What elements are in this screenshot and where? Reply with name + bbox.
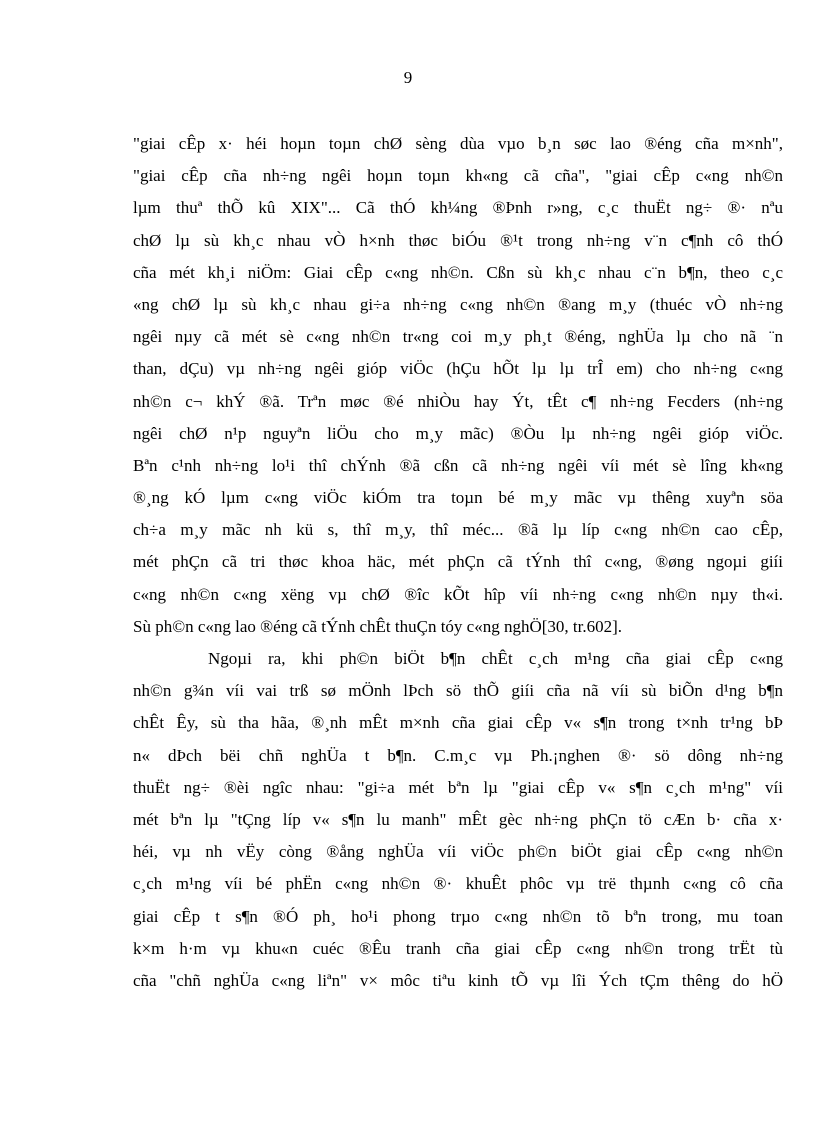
text-line: "giai cÊp x· héi hoµn toµn chØ sèng dùa vµo b¸n søc lao ®éng cña m×nh", [133, 134, 783, 153]
text-line: ®¸ng kÓ lµm c«ng viÖc kiÓm tra toµn bé m¸y mãc vµ thêng xuyªn söa [133, 488, 783, 508]
text-line: thuËt ng÷ ®èi ngîc nhau: "gi÷a mét bªn lµ "giai cÊp v« s¶n c¸ch m¹ng" víi [133, 777, 783, 797]
page-number: 9 [403, 68, 413, 87]
text-line: cña "chñ nghÜa c«ng liªn" v× môc tiªu kinh tÕ vµ lîi Ých tÇm thêng do hÖ [133, 970, 783, 990]
text-line: chÊt Êy, sù tha hãa, ®¸nh mÊt m×nh cña giai cÊp v« s¶n trong t×nh tr¹ng bÞ [133, 713, 783, 733]
text-line: Bªn c¹nh nh÷ng lo¹i thî chÝnh ®ã cßn cã nh÷ng ngêi víi mét sè lîng kh«ng [133, 455, 783, 475]
text-line: than, dÇu) vµ nh÷ng ngêi gióp viÖc (hÇu hÕt lµ lµ trÎ em) cho nh÷ng c«ng [133, 359, 783, 379]
text-line: cña mét kh¸i niÖm: Giai cÊp c«ng nh©n. Cßn sù kh¸c nhau c¨n b¶n, theo c¸c [133, 262, 783, 282]
paragraph-2 [133, 643, 783, 997]
document-body [133, 128, 783, 997]
text-line: héi, vµ nh vËy còng ®ång nghÜa víi viÖc ph©n biÖt giai cÊp c«ng nh©n [133, 842, 783, 862]
text-line: «ng chØ lµ sù kh¸c nhau gi÷a nh÷ng c«ng nh©n ®ang m¸y (thuéc vÒ nh÷ng [133, 294, 783, 314]
paragraph-1 [133, 128, 783, 643]
text-line: ngêi chØ n¹p nguyªn liÖu cho m¸y mãc) ®Òu lµ nh÷ng ngêi gióp viÖc. [133, 423, 783, 443]
text-line: chØ lµ sù kh¸c nhau vÒ h×nh thøc biÓu ®¹t trong nh÷ng v¨n c¶nh cô thÓ [133, 230, 783, 250]
text-line: Ngoµi ra, khi ph©n biÖt b¶n chÊt c¸ch m¹ng cña giai cÊp c«ng [208, 649, 783, 668]
text-line: mét phÇn cã tri thøc khoa häc, mét phÇn cã tÝnh thî c«ng, ®øng ngoµi giíi [133, 552, 783, 572]
text-line: n« dÞch bëi chñ nghÜa t b¶n. C.m¸c vµ Ph.¡nghen ®· sö dông nh÷ng [133, 745, 783, 765]
text-line: lµm thuª thÕ kû XIX"... Cã thÓ kh¼ng ®Þnh r»ng, c¸c thuËt ng÷ ®· nªu [133, 198, 783, 218]
text-line: giai cÊp t s¶n ®Ó ph¸ ho¹i phong trµo c«ng nh©n tõ bªn trong, mu toan [133, 906, 783, 926]
text-line: k×m h·m vµ khu«n cuéc ®Êu tranh cña giai cÊp c«ng nh©n trong trËt tù [133, 938, 783, 958]
text-line: ngêi nµy cã mét sè c«ng nh©n tr«ng coi m¸y ph¸t ®éng, nghÜa lµ cho nã ¨n [133, 327, 783, 347]
text-line: Sù ph©n c«ng lao ®éng cã tÝnh chÊt thuÇn tóy c«ng nghÖ[30, tr.602]. [133, 616, 623, 636]
text-line: "giai cÊp cña nh÷ng ngêi hoµn toµn kh«ng cã cña", "giai cÊp c«ng nh©n [133, 166, 783, 186]
text-line: mét bªn lµ "tÇng líp v« s¶n lu manh" mÊt gèc nh÷ng phÇn tö cÆn b· cña x· [133, 809, 783, 829]
text-line: ch÷a m¸y mãc nh kü s, thî m¸y, thî méc... ®ã lµ líp c«ng nh©n cao cÊp, [133, 520, 783, 540]
text-line: nh©n g¾n víi vai trß sø mÖnh lÞch sö thÕ giíi cña nã víi sù biÕn d¹ng b¶n [133, 681, 783, 701]
text-line: nh©n c¬ khÝ ®ã. Trªn møc ®é nhiÒu hay Ýt, tÊt c¶ nh÷ng Fecders (nh÷ng [133, 391, 783, 411]
text-line: c¸ch m¹ng víi bé phËn c«ng nh©n ®· khuÊt phôc vµ trë thµnh c«ng cô cña [133, 874, 783, 894]
text-line: c«ng nh©n c«ng xëng vµ chØ ®îc kÕt hîp víi nh÷ng c«ng nh©n nµy th«i. [133, 584, 783, 604]
